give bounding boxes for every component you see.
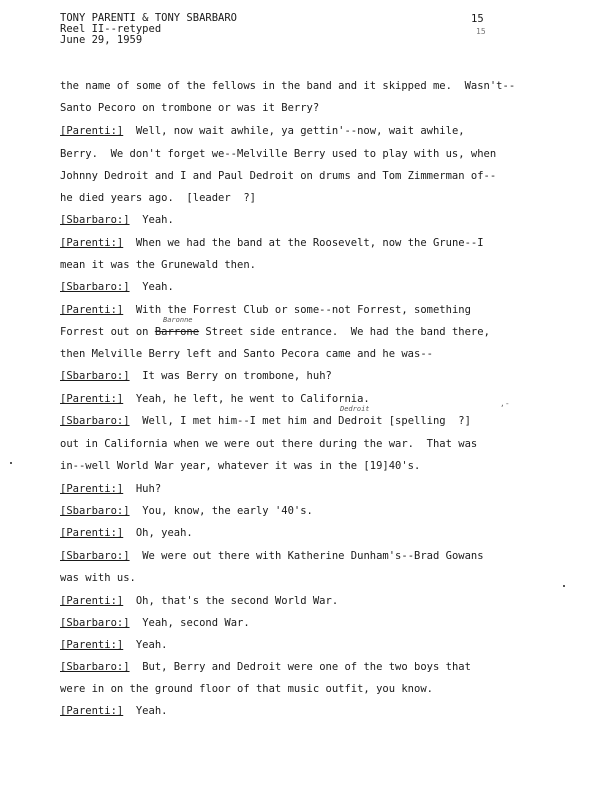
speaker-label: [Parenti:] [60,639,124,651]
line-5: Johnny Dedroit and I and Paul Dedroit on drums and Tom Zimmerman of-- [60,170,497,182]
speaker-label: [Parenti:] [60,237,124,249]
scan-speck [10,462,12,464]
line-20: [Sbarbaro:] You, know, the early '40's. [60,505,313,517]
speaker-label: [Sbarbaro:] [60,617,130,629]
line-10: [Sbarbaro:] Yeah. [60,281,174,293]
speaker-label: [Parenti:] [60,393,124,405]
speaker-label: [Parenti:] [60,483,124,495]
page-number: 15 [471,13,484,25]
speaker-label: [Sbarbaro:] [60,550,130,562]
page-number-mark: 15 [476,27,486,36]
speaker-label: [Sbarbaro:] [60,505,130,517]
header-names: TONY PARENTI & TONY SBARBARO [60,12,238,24]
line-15: [Parenti:] Yeah, he left, he went to California. [60,393,370,405]
line-22: [Sbarbaro:] We were out there with Katherine Dunham's--Brad Gowans [60,550,484,562]
speaker-label: [Sbarbaro:] [60,415,130,427]
line-2: Santo Pecoro on trombone or was it Berry? [60,102,320,114]
line-17: out in California when we were out there during the war. That was [60,438,478,450]
line-8: [Parenti:] When we had the band at the Roosevelt, now the Grune--I [60,237,484,249]
speaker-label: [Sbarbaro:] [60,370,130,382]
speaker-label: [Parenti:] [60,304,124,316]
line-26: [Parenti:] Yeah. [60,639,168,651]
line-7: [Sbarbaro:] Yeah. [60,214,174,226]
speaker-label: [Parenti:] [60,527,124,539]
line-21: [Parenti:] Oh, yeah. [60,527,193,539]
line-1: the name of some of the fellows in the band and it skipped me. Wasn't-- [60,80,516,92]
speaker-label: [Parenti:] [60,125,124,137]
line-11: [Parenti:] With the Forrest Club or some--not Forrest, something [60,304,471,316]
header-date: June 29, 1959 [60,34,143,46]
speaker-label: [Sbarbaro:] [60,661,130,673]
line-16: [Sbarbaro:] Well, I met him--I met him and Dedroit [spelling ?] [60,415,471,427]
handwritten-correction: Dedroit [340,405,370,413]
line-4: Berry. We don't forget we--Melville Berry used to play with us, when [60,148,497,160]
scan-speck [563,585,565,587]
speaker-label: [Parenti:] [60,705,124,717]
line-19: [Parenti:] Huh? [60,483,162,495]
speaker-label: [Parenti:] [60,595,124,607]
line-27: [Sbarbaro:] But, Berry and Dedroit were one of the two boys that [60,661,471,673]
struck-text: Barrone [154,326,200,338]
line-3: [Parenti:] Well, now wait awhile, ya gettin'--now, wait awhile, [60,125,465,137]
header-reel: Reel II--retyped [60,23,162,35]
line-28: were in on the ground floor of that music outfit, you know. [60,683,433,695]
line-25: [Sbarbaro:] Yeah, second War. [60,617,250,629]
line-24: [Parenti:] Oh, that's the second World War. [60,595,339,607]
handwritten-correction: Baronne [163,316,193,324]
speaker-label: [Sbarbaro:] [60,214,130,226]
line-13: then Melville Berry left and Santo Pecora came and he was-- [60,348,433,360]
line-12: Forrest out on Barrone Street side entrance. We had the band there, [60,326,490,338]
speaker-label: [Sbarbaro:] [60,281,130,293]
line-23: was with us. [60,572,136,584]
line-18: in--well World War year, whatever it was in the [19]40's. [60,460,421,472]
line-29: [Parenti:] Yeah. [60,705,168,717]
line-6: he died years ago. [leader ?] [60,192,256,204]
handwritten-mark: ,- [500,399,510,408]
line-9: mean it was the Grunewald then. [60,259,256,271]
line-14: [Sbarbaro:] It was Berry on trombone, huh? [60,370,332,382]
